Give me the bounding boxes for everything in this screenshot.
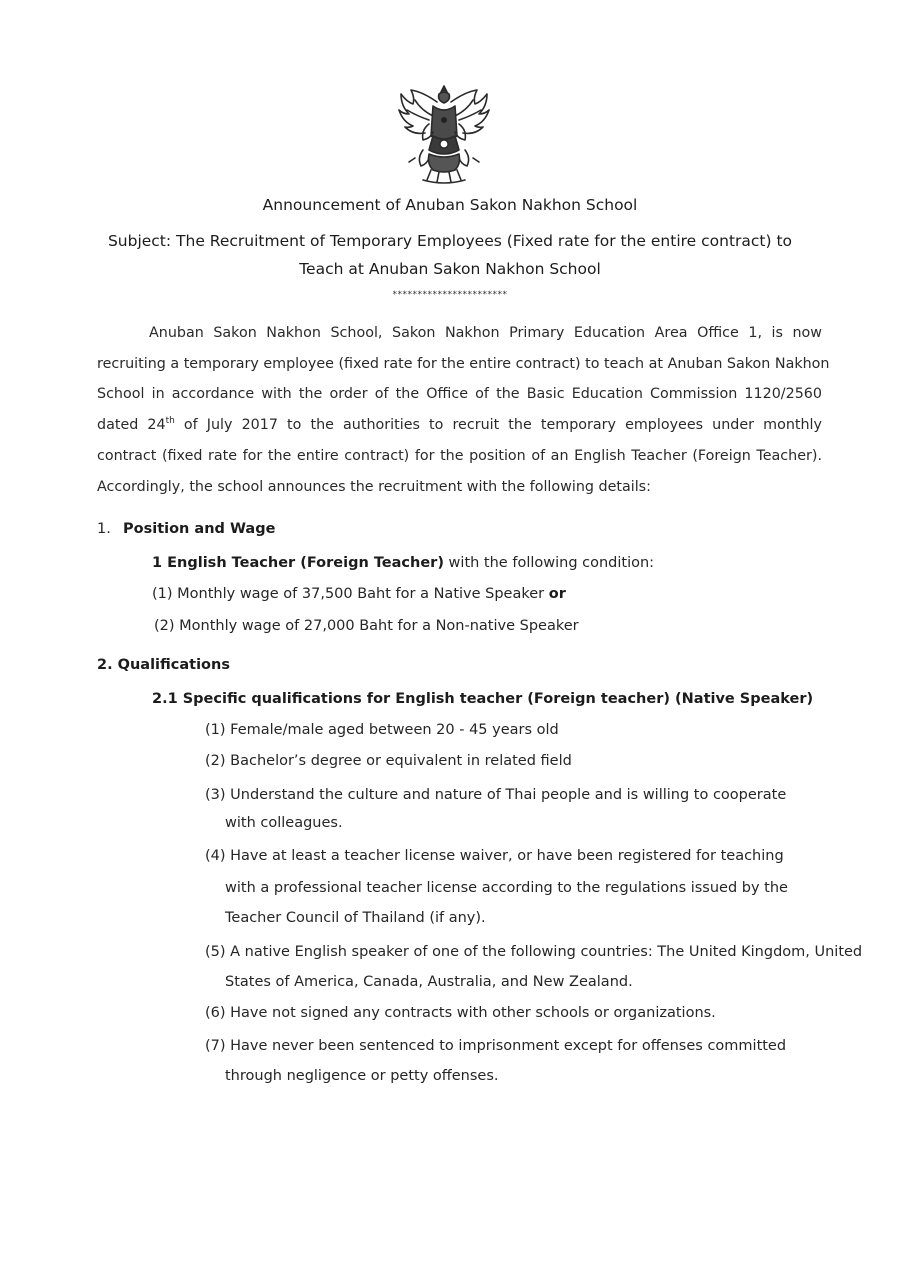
intro-line: contract (fixed rate for the entire contract) for the position of an English Teacher (Foreign Teacher).	[97, 447, 822, 464]
intro-paragraph	[97, 318, 830, 502]
qualification-4-line-2: with a professional teacher license according to the regulations issued by the	[225, 880, 788, 896]
dated-text: dated 24	[97, 417, 166, 434]
announcement-title: Announcement of Anuban Sakon Nakhon School	[262, 196, 638, 214]
intro-line: Accordingly, the school announces the recruitment with the following details:	[97, 478, 651, 495]
position-condition: with the following condition:	[443, 555, 655, 571]
qualification-1: (1) Female/male aged between 20 - 45 years old	[205, 722, 559, 738]
intro-line-dated	[97, 410, 822, 441]
intro-line: School in accordance with the order of the Office of the Basic Education Commission 1120/2560	[97, 386, 822, 403]
intro-line: Anuban Sakon Nakhon School, Sakon Nakhon Primary Education Area Office 1, is now	[149, 325, 822, 341]
garuda-emblem-icon	[393, 80, 495, 188]
qualification-7-line-2: through negligence or petty offenses.	[225, 1068, 499, 1084]
section-2-1-heading: 2.1 Specific qualifications for English teacher (Foreign teacher) (Native Speaker)	[152, 691, 814, 707]
qualification-2: (2) Bachelor’s degree or equivalent in related field	[205, 753, 572, 769]
subject-line-2: Teach at Anuban Sakon Nakhon School	[299, 260, 601, 278]
qualification-6: (6) Have not signed any contracts with other schools or organizations.	[205, 1005, 716, 1021]
intro-line: recruiting a temporary employee (fixed rate for the entire contract) to teach at Anuban Sakon Nakhon	[97, 355, 830, 372]
position-title: 1 English Teacher (Foreign Teacher)	[152, 555, 444, 571]
section-1-heading: Position and Wage	[123, 521, 276, 537]
qualification-3-line-1: (3) Understand the culture and nature of Thai people and is willing to cooperate	[205, 787, 787, 803]
qualification-3-line-2: with colleagues.	[225, 815, 343, 831]
title-separator: ***********************	[392, 290, 508, 300]
dated-rest-text: of July 2017 to the authorities to recruit the temporary employees under monthly	[174, 417, 822, 434]
subject-line-1: Subject: The Recruitment of Temporary Employees (Fixed rate for the entire contract) to	[107, 232, 793, 250]
qualification-4-line-3: Teacher Council of Thailand (if any).	[225, 910, 486, 926]
wage-or: or	[548, 586, 566, 602]
wage-native-text: (1) Monthly wage of 37,500 Baht for a Native Speaker	[152, 586, 549, 602]
qualification-5-line-2: States of America, Canada, Australia, and New Zealand.	[225, 974, 633, 990]
qualification-5-line-1: (5) A native English speaker of one of the following countries: The United Kingdom, United	[205, 944, 863, 960]
qualification-4-line-1: (4) Have at least a teacher license waiver, or have been registered for teaching	[205, 848, 784, 864]
wage-non-native: (2) Monthly wage of 27,000 Baht for a Non-native Speaker	[154, 618, 579, 634]
qualification-7-line-1: (7) Have never been sentenced to imprisonment except for offenses committed	[205, 1038, 787, 1054]
position-line	[152, 555, 654, 571]
section-2-heading: 2. Qualifications	[97, 657, 230, 673]
wage-native	[152, 586, 566, 602]
section-1-number: 1.	[97, 521, 111, 537]
ordinal-suffix: th	[165, 416, 175, 427]
